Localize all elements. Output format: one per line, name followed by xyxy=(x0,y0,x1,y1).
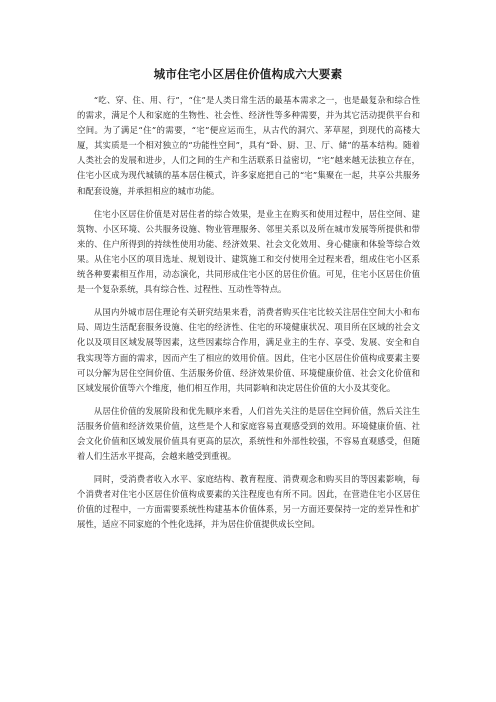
document-body xyxy=(77,93,420,541)
paragraph-2: 住宅小区居住价值是对居住者的综合效果，是业主在购买和使用过程中，居住空间、建筑物、小区环境、公共服务设施、物业管理服务、邻里关系以及所在城市发展等所提供和带来的、住户所得到的持续性使用功能、经济效果、社会文化效用、身心健康和体验等综合效果。从住宅小区的项目选址、规划设计、建筑施工和交付使用全过程来看，组成住宅小区系统各种要素相互作用，动态演化，共同形成住宅小区的居住价值。可见，住宅小区居住价值是一个复杂系统，具有综合性、过程性、互动性等特点。 xyxy=(77,208,420,295)
paragraph-5: 同时，受消费者收入水平、家庭结构、教育程度、消费观念和购买目的等因素影响，每个消费者对住宅小区居住价值构成要素的关注程度也有所不同。因此，在营造住宅小区居住价值的过程中，一方面需要系统性构建基本价值体系，另一方面还要保持一定的差异性和扩展性，适应不同家庭的个性化选择，并为居住价值提供成长空间。 xyxy=(77,474,420,530)
paragraph-4: 从居住价值的发展阶段和优先顺序来看，人们首先关注的是居住空间价值，然后关注生活服务价值和经济效果价值，这些是个人和家庭容易直观感受到的效用。环境健康价值、社会文化价值和区域发展价值具有更高的层次，系统性和外部性较强，不容易直观感受，但随着人们生活水平提高，会越来越受到重视。 xyxy=(77,405,420,462)
document-title: 城市住宅小区居住价值构成六大要素 xyxy=(153,67,343,81)
paragraph-1: “吃、穿、住、用、行”，“住”是人类日常生活的最基本需求之一，也是最复杂和综合性的需求，满足个人和家庭的生物性、社会性、经济性等多种需要，并为其它活动提供平台和空间。为了满足“住”的需要，“宅”便应运而生，从古代的洞穴、茅草屋，到现代的高楼大厦，其实质是一个相对独立的“功能性空间”，具有“卧、厨、卫、厅、储”的基本结构。随着人类社会的发展和进步，人们之间的生产和生活联系日益密切，“宅”越来越无法独立存在，住宅小区成为现代城镇的基本居住模式，许多家庭把自己的“宅”集聚在一起，共享公共服务和配套设施，并承担相应的城市功能。 xyxy=(77,95,420,196)
paragraph-3: 从国内外城市居住理论有关研究结果来看，消费者购买住宅比较关注居住空间大小和布局、周边生活配套服务设施、住宅的经济性、住宅的环境健康状况、项目所在区域的社会文化以及项目区域发展等因素，这些因素综合作用，满足业主的生存、享受、发展、安全和自我实现等方面的需求，因而产生了相应的效用价值。因此，住宅小区居住价值构成要素主要可以分解为居住空间价值、生活服务价值、经济效果价值、环境健康价值、社会文化价值和区域发展价值等六个维度，他们相互作用，共同影响和决定居住价值的大小及其变化。 xyxy=(77,307,420,393)
